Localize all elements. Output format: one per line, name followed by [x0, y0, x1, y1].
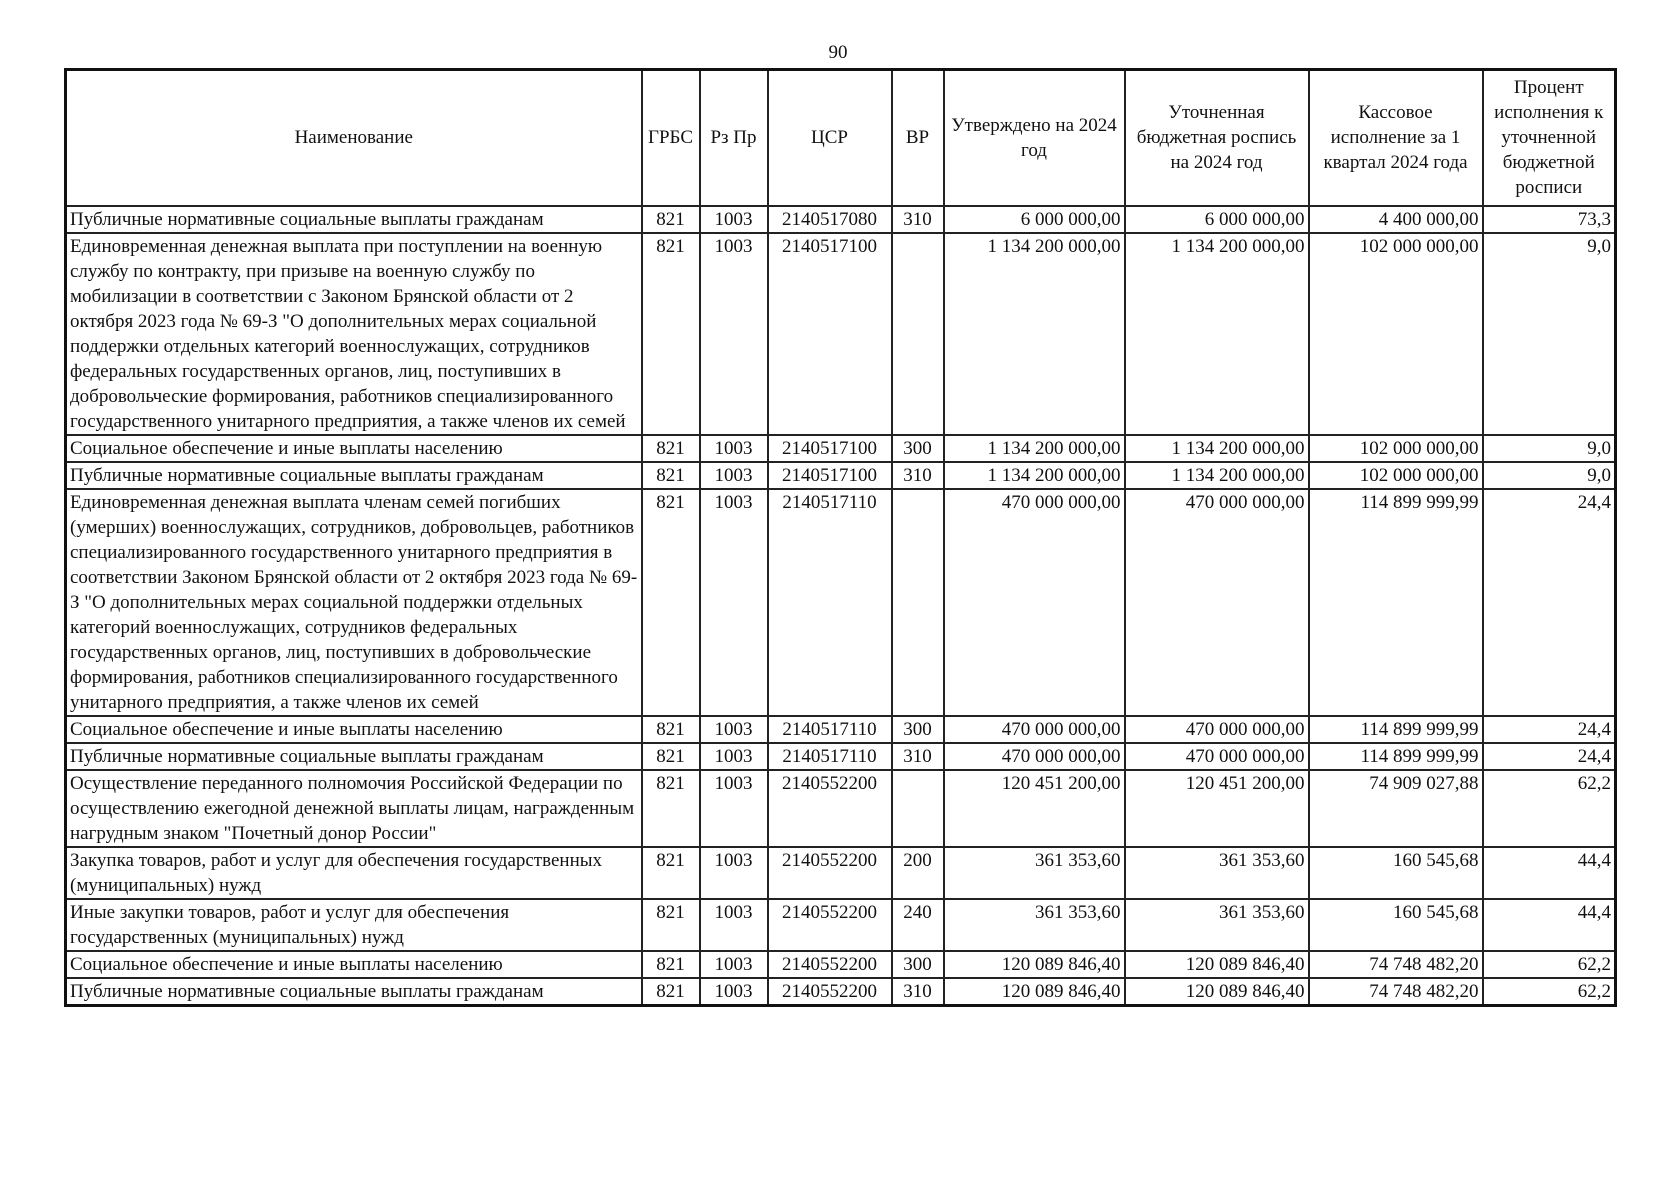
cell-approved: 1 134 200 000,00 — [944, 462, 1125, 489]
cell-percent: 73,3 — [1483, 206, 1616, 233]
cell-grbs: 821 — [642, 435, 700, 462]
cell-refined: 120 089 846,40 — [1125, 978, 1309, 1006]
cell-percent: 44,4 — [1483, 847, 1616, 899]
cell-csr: 2140517110 — [768, 743, 892, 770]
table-row — [66, 233, 1616, 435]
header-percent: Процент исполнения к уточненной бюджетной росписи — [1483, 70, 1616, 206]
cell-grbs: 821 — [642, 462, 700, 489]
table-row — [66, 206, 1616, 233]
cell-approved: 120 089 846,40 — [944, 978, 1125, 1006]
cell-rzpr: 1003 — [700, 489, 768, 716]
table-row — [66, 435, 1616, 462]
cell-grbs: 821 — [642, 206, 700, 233]
cell-cash: 102 000 000,00 — [1309, 233, 1483, 435]
cell-vr: 240 — [892, 899, 944, 951]
cell-grbs: 821 — [642, 847, 700, 899]
cell-refined: 470 000 000,00 — [1125, 489, 1309, 716]
table-row — [66, 489, 1616, 716]
cell-vr — [892, 770, 944, 847]
cell-refined: 470 000 000,00 — [1125, 716, 1309, 743]
cell-name: Единовременная денежная выплата членам семей погибших (умерших) военнослужащих, сотрудников, добровольцев, работников специализированного государственного унитарного предприятия в соответствии Законом Брянской области от 2 октября 2023 года № 69-З "О дополнительных мерах социальной поддержки отдельных категорий военнослужащих, сотрудников федеральных государственных органов, лиц, поступивших в добровольческие формирования, работников специализированного государственного унитарного предприятия, а также членов их семей — [66, 489, 642, 716]
cell-refined: 361 353,60 — [1125, 847, 1309, 899]
cell-grbs: 821 — [642, 770, 700, 847]
cell-csr: 2140517100 — [768, 435, 892, 462]
cell-approved: 6 000 000,00 — [944, 206, 1125, 233]
cell-percent: 9,0 — [1483, 435, 1616, 462]
cell-approved: 361 353,60 — [944, 847, 1125, 899]
cell-name: Публичные нормативные социальные выплаты гражданам — [66, 206, 642, 233]
cell-rzpr: 1003 — [700, 978, 768, 1006]
cell-refined: 6 000 000,00 — [1125, 206, 1309, 233]
cell-rzpr: 1003 — [700, 435, 768, 462]
cell-grbs: 821 — [642, 978, 700, 1006]
cell-vr — [892, 233, 944, 435]
cell-rzpr: 1003 — [700, 206, 768, 233]
cell-refined: 470 000 000,00 — [1125, 743, 1309, 770]
cell-grbs: 821 — [642, 899, 700, 951]
cell-name: Иные закупки товаров, работ и услуг для обеспечения государственных (муниципальных) нужд — [66, 899, 642, 951]
cell-rzpr: 1003 — [700, 951, 768, 978]
cell-csr: 2140517110 — [768, 489, 892, 716]
cell-name: Социальное обеспечение и иные выплаты населению — [66, 435, 642, 462]
cell-percent: 24,4 — [1483, 743, 1616, 770]
cell-cash: 102 000 000,00 — [1309, 462, 1483, 489]
header-name: Наименование — [66, 70, 642, 206]
cell-csr: 2140552200 — [768, 951, 892, 978]
cell-cash: 114 899 999,99 — [1309, 489, 1483, 716]
cell-percent: 44,4 — [1483, 899, 1616, 951]
page-number: 90 — [828, 42, 848, 63]
cell-percent: 24,4 — [1483, 716, 1616, 743]
cell-approved: 361 353,60 — [944, 899, 1125, 951]
header-cash: Кассовое исполнение за 1 квартал 2024 года — [1309, 70, 1483, 206]
cell-csr: 2140517100 — [768, 233, 892, 435]
cell-name: Социальное обеспечение и иные выплаты населению — [66, 716, 642, 743]
cell-vr: 310 — [892, 743, 944, 770]
header-refined: Уточненная бюджетная роспись на 2024 год — [1125, 70, 1309, 206]
budget-table — [64, 68, 1617, 1007]
cell-name: Закупка товаров, работ и услуг для обеспечения государственных (муниципальных) нужд — [66, 847, 642, 899]
table-row — [66, 770, 1616, 847]
cell-cash: 102 000 000,00 — [1309, 435, 1483, 462]
cell-name: Социальное обеспечение и иные выплаты населению — [66, 951, 642, 978]
cell-vr: 300 — [892, 716, 944, 743]
header-csr: ЦСР — [768, 70, 892, 206]
cell-percent: 62,2 — [1483, 770, 1616, 847]
cell-percent: 9,0 — [1483, 462, 1616, 489]
cell-rzpr: 1003 — [700, 770, 768, 847]
cell-grbs: 821 — [642, 951, 700, 978]
cell-cash: 74 748 482,20 — [1309, 951, 1483, 978]
cell-approved: 470 000 000,00 — [944, 743, 1125, 770]
header-vr: ВР — [892, 70, 944, 206]
cell-rzpr: 1003 — [700, 847, 768, 899]
cell-csr: 2140517080 — [768, 206, 892, 233]
cell-csr: 2140517110 — [768, 716, 892, 743]
cell-percent: 24,4 — [1483, 489, 1616, 716]
cell-rzpr: 1003 — [700, 462, 768, 489]
header-rzpr: Рз Пр — [700, 70, 768, 206]
cell-rzpr: 1003 — [700, 743, 768, 770]
cell-cash: 160 545,68 — [1309, 899, 1483, 951]
cell-csr: 2140517100 — [768, 462, 892, 489]
cell-approved: 470 000 000,00 — [944, 489, 1125, 716]
cell-grbs: 821 — [642, 489, 700, 716]
cell-refined: 120 089 846,40 — [1125, 951, 1309, 978]
cell-approved: 1 134 200 000,00 — [944, 435, 1125, 462]
cell-cash: 74 748 482,20 — [1309, 978, 1483, 1006]
cell-cash: 114 899 999,99 — [1309, 743, 1483, 770]
cell-vr: 300 — [892, 951, 944, 978]
cell-name: Публичные нормативные социальные выплаты гражданам — [66, 462, 642, 489]
cell-rzpr: 1003 — [700, 716, 768, 743]
cell-cash: 4 400 000,00 — [1309, 206, 1483, 233]
cell-refined: 1 134 200 000,00 — [1125, 233, 1309, 435]
header-approved: Утверждено на 2024 год — [944, 70, 1125, 206]
cell-csr: 2140552200 — [768, 899, 892, 951]
cell-vr — [892, 489, 944, 716]
cell-name: Публичные нормативные социальные выплаты гражданам — [66, 743, 642, 770]
cell-approved: 120 451 200,00 — [944, 770, 1125, 847]
table-row — [66, 716, 1616, 743]
cell-rzpr: 1003 — [700, 233, 768, 435]
cell-refined: 120 451 200,00 — [1125, 770, 1309, 847]
cell-vr: 310 — [892, 462, 944, 489]
cell-approved: 1 134 200 000,00 — [944, 233, 1125, 435]
table-row — [66, 978, 1616, 1006]
cell-cash: 114 899 999,99 — [1309, 716, 1483, 743]
header-row — [66, 70, 1616, 206]
cell-grbs: 821 — [642, 233, 700, 435]
cell-approved: 470 000 000,00 — [944, 716, 1125, 743]
table-row — [66, 462, 1616, 489]
cell-approved: 120 089 846,40 — [944, 951, 1125, 978]
cell-name: Осуществление переданного полномочия Российской Федерации по осуществлению ежегодной денежной выплаты лицам, награжденным нагрудным знаком "Почетный донор России" — [66, 770, 642, 847]
cell-name: Единовременная денежная выплата при поступлении на военную службу по контракту, при призыве на военную службу по мобилизации в соответствии с Законом Брянской области от 2 октября 2023 года № 69-З "О дополнительных мерах социальной поддержки отдельных категорий военнослужащих, сотрудников федеральных государственных органов, лиц, поступивших в добровольческие формирования, работников специализированного государственного унитарного предприятия, а также членов их семей — [66, 233, 642, 435]
cell-refined: 361 353,60 — [1125, 899, 1309, 951]
cell-rzpr: 1003 — [700, 899, 768, 951]
cell-vr: 310 — [892, 978, 944, 1006]
cell-csr: 2140552200 — [768, 847, 892, 899]
cell-percent: 62,2 — [1483, 951, 1616, 978]
cell-percent: 62,2 — [1483, 978, 1616, 1006]
cell-refined: 1 134 200 000,00 — [1125, 435, 1309, 462]
cell-vr: 300 — [892, 435, 944, 462]
cell-vr: 310 — [892, 206, 944, 233]
cell-cash: 160 545,68 — [1309, 847, 1483, 899]
table-row — [66, 743, 1616, 770]
table-row — [66, 847, 1616, 899]
cell-grbs: 821 — [642, 743, 700, 770]
cell-csr: 2140552200 — [768, 770, 892, 847]
header-grbs: ГРБС — [642, 70, 700, 206]
cell-cash: 74 909 027,88 — [1309, 770, 1483, 847]
table-row — [66, 951, 1616, 978]
cell-percent: 9,0 — [1483, 233, 1616, 435]
cell-vr: 200 — [892, 847, 944, 899]
cell-csr: 2140552200 — [768, 978, 892, 1006]
cell-refined: 1 134 200 000,00 — [1125, 462, 1309, 489]
table-row — [66, 899, 1616, 951]
cell-name: Публичные нормативные социальные выплаты гражданам — [66, 978, 642, 1006]
cell-grbs: 821 — [642, 716, 700, 743]
